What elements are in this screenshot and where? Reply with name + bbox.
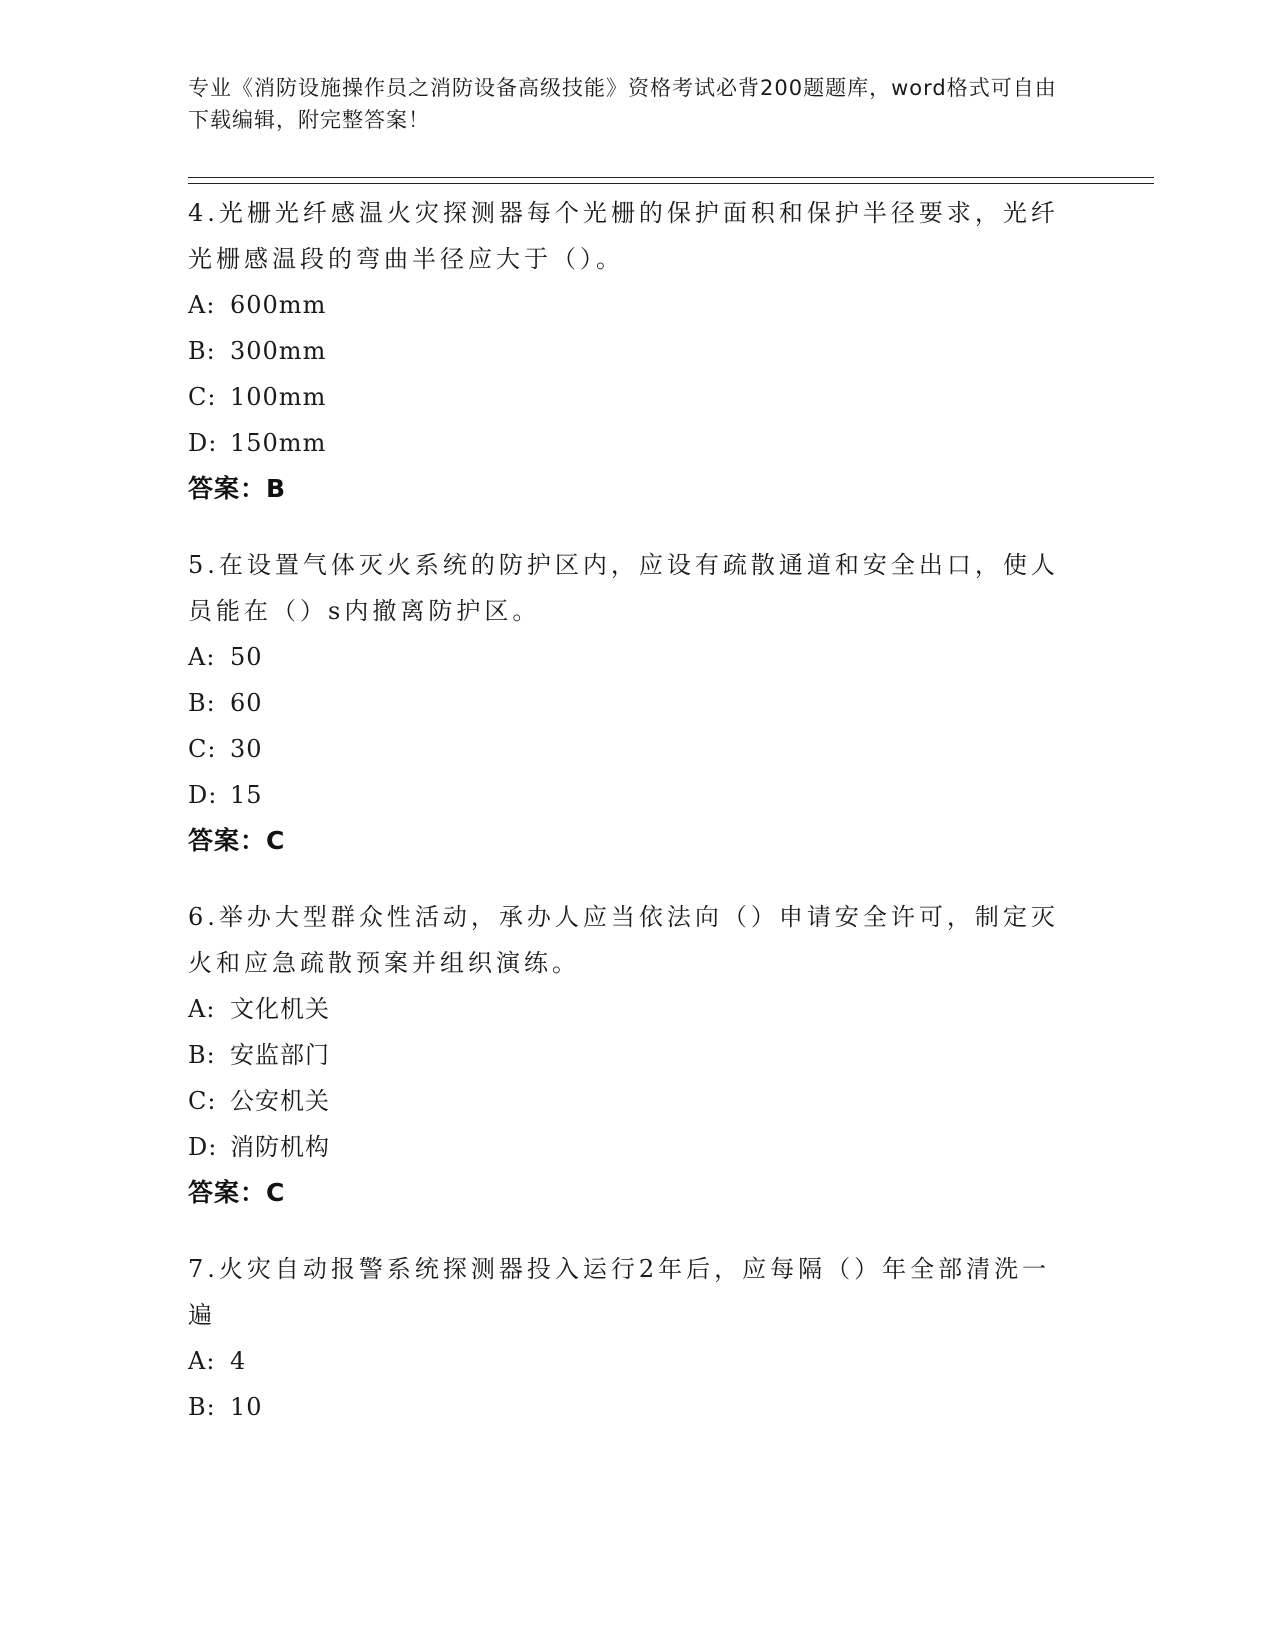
option-a (188, 1338, 1068, 1384)
question-list (188, 190, 1068, 1460)
question-7 (188, 1246, 1068, 1430)
option-d (188, 772, 1068, 818)
option-text: 150mm (230, 429, 327, 457)
question-stem: 6.举办大型群众性活动，承办人应当依法向（）申请安全许可，制定灭火和应急疏散预案并组织演练。 (188, 903, 1059, 977)
option-d (188, 420, 1068, 466)
option-key: B: (188, 689, 216, 717)
option-key: A: (188, 643, 216, 671)
option-key: D: (188, 781, 218, 809)
option-text: 50 (230, 643, 263, 671)
option-a (188, 282, 1068, 328)
question-4 (188, 190, 1068, 512)
option-b (188, 1384, 1068, 1430)
option-key: A: (188, 291, 216, 319)
option-key: D: (188, 429, 218, 457)
option-key: B: (188, 1041, 216, 1069)
option-key: B: (188, 1393, 216, 1421)
option-key: A: (188, 1347, 216, 1375)
document-header: 专业《消防设施操作员之消防设备高级技能》资格考试必背200题题库，word格式可自由下载编辑，附完整答案！ (188, 76, 1057, 132)
question-5 (188, 542, 1068, 864)
option-c (188, 726, 1068, 772)
option-text: 15 (230, 781, 263, 809)
option-key: B: (188, 337, 216, 365)
option-key: D: (188, 1133, 218, 1161)
option-c (188, 374, 1068, 420)
option-key: A: (188, 995, 216, 1023)
option-a (188, 634, 1068, 680)
option-b (188, 680, 1068, 726)
option-text: 600mm (230, 291, 327, 319)
option-key: C: (188, 1087, 217, 1115)
answer-line: 答案：C (188, 826, 286, 855)
option-text: 10 (230, 1393, 263, 1421)
question-6 (188, 894, 1068, 1216)
option-key: C: (188, 383, 217, 411)
option-text: 消防机构 (230, 1133, 330, 1161)
option-b (188, 1032, 1068, 1078)
option-text: 公安机关 (230, 1087, 330, 1115)
option-text: 60 (230, 689, 263, 717)
option-c (188, 1078, 1068, 1124)
option-key: C: (188, 735, 217, 763)
question-stem: 4.光栅光纤感温火灾探测器每个光栅的保护面积和保护半径要求，光纤光栅感温段的弯曲半径应大于（）。 (188, 199, 1059, 273)
option-a (188, 986, 1068, 1032)
answer-line: 答案：C (188, 1178, 286, 1207)
option-text: 文化机关 (230, 995, 330, 1023)
question-stem: 7.火灾自动报警系统探测器投入运行2年后，应每隔（）年全部清洗一遍 (188, 1255, 1051, 1329)
option-text: 100mm (230, 383, 327, 411)
option-text: 300mm (230, 337, 327, 365)
option-text: 30 (230, 735, 263, 763)
header-rule-top (188, 177, 1154, 178)
answer-line: 答案：B (188, 474, 287, 503)
option-b (188, 328, 1068, 374)
option-d (188, 1124, 1068, 1170)
question-stem: 5.在设置气体灭火系统的防护区内，应设有疏散通道和安全出口，使人员能在（）s内撤离防护区。 (188, 551, 1059, 625)
header-rule-bottom (188, 183, 1154, 184)
option-text: 4 (230, 1347, 247, 1375)
option-text: 安监部门 (230, 1041, 330, 1069)
